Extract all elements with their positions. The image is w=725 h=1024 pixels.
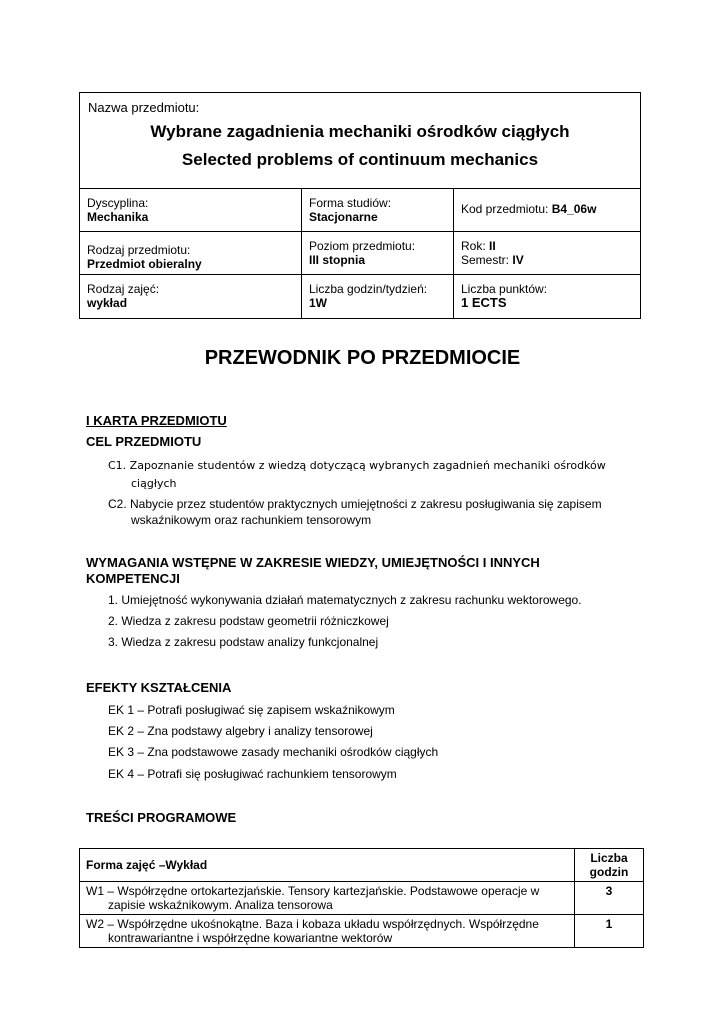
outcome-ek1: EK 1 – Potrafi posługiwać się zapisem wskaźnikowym [108,703,395,717]
program-row-w2-hours: 1 [575,915,644,948]
table-row [80,915,644,948]
hours-value: 1W [309,296,327,310]
program-col-form-header: Forma zajęć –Wykład [80,849,575,882]
discipline-label: Dyscyplina: [87,196,149,210]
goal-c2-line1: C2. Nabycie przez studentów praktycznych umiejętności z zakresu posługiwania się zapisem [108,497,602,511]
program-table [79,848,644,948]
class-type-label: Rodzaj zajęć: [87,282,160,296]
goal-c1 [108,457,606,493]
card-heading: I KARTA PRZEDMIOTU [86,413,227,428]
points-cell [454,275,640,318]
subject-type-value: Przedmiot obieralny [87,257,202,271]
course-name-cell [80,93,640,189]
header-row-3 [80,275,640,318]
program-col-hours-header [575,849,644,882]
program-row-w2-topic [80,915,575,948]
level-cell [302,232,454,274]
points-label: Liczba punktów: [461,282,548,296]
prereq-heading [86,555,540,587]
course-title-pl: Wybrane zagadnienia mechaniki ośrodków ciągłych [150,122,570,141]
goal-c2 [108,496,638,528]
course-name-label: Nazwa przedmiotu: [88,100,200,115]
prereq-item-3: 3. Wiedza z zakresu podstaw analizy funkcjonalnej [108,635,379,649]
subject-type-cell [80,232,302,274]
program-table-header-row [80,849,644,882]
code-cell [454,189,640,231]
course-header-table [79,92,641,319]
outcome-ek2: EK 2 – Zna podstawy algebry i analizy tensorowej [108,724,373,738]
program-col-hours-header-line2: godzin [589,865,629,879]
header-row-2 [80,232,640,275]
hours-label: Liczba godzin/tydzień: [309,282,428,296]
program-row-w2-line2: kontrawariantne i współrzędne kowariantne wektorów [108,931,393,945]
program-heading: TREŚCI PROGRAMOWE [86,810,237,825]
year-value: II [489,239,496,253]
goal-c1-line1: C1. Zapoznanie studentów z wiedzą dotyczącą wybranych zagadnień mechaniki ośrodków [108,459,606,472]
program-row-w1-line1: W1 – Współrzędne ortokartezjańskie. Tensory kartezjańskie. Podstawowe operacje w [86,884,540,898]
year-semester-cell [454,232,640,274]
study-form-label: Forma studiów: [309,196,392,210]
table-row [80,882,644,915]
goal-c1-line2: ciągłych [131,477,177,490]
semester-label: Semestr: [461,253,510,267]
prereq-heading-line1: WYMAGANIA WSTĘPNE W ZAKRESIE WIEDZY, UMIEJĘTNOŚCI I INNYCH [86,555,540,570]
program-row-w1-hours: 3 [575,882,644,915]
main-title: PRZEWODNIK PO PRZEDMIOCIE [204,347,521,369]
subject-type-label: Rodzaj przedmiotu: [87,243,191,257]
code-label: Kod przedmiotu: [461,202,549,216]
outcome-ek4: EK 4 – Potrafi się posługiwać rachunkiem tensorowym [108,767,397,781]
discipline-cell [80,189,302,231]
semester-value: IV [512,253,524,267]
study-form-value: Stacjonarne [309,210,378,224]
class-type-value: wykład [87,296,128,310]
prereq-item-2: 2. Wiedza z zakresu podstaw geometrii różniczkowej [108,614,389,628]
program-col-hours-header-line1: Liczba [590,851,628,865]
level-value: III stopnia [309,253,366,267]
hours-cell [302,275,454,318]
course-title-en: Selected problems of continuum mechanics [181,150,539,169]
goal-c2-line2: wskaźnikowym oraz rachunkiem tensorowym [131,513,372,527]
program-row-w1-line2: zapisie wskaźnikowym. Analiza tensorowa [108,898,333,912]
study-form-cell [302,189,454,231]
header-row-1 [80,189,640,232]
prereq-heading-line2: KOMPETENCJI [86,571,180,586]
year-label: Rok: [461,239,486,253]
program-row-w2-line1: W2 – Współrzędne ukośnokątne. Baza i kobaza układu współrzędnych. Współrzędne [86,917,539,931]
discipline-value: Mechanika [87,210,149,224]
goal-heading: CEL PRZEDMIOTU [86,434,202,449]
points-value: 1 ECTS [461,295,507,310]
outcomes-heading: EFEKTY KSZTAŁCENIA [86,680,232,695]
program-row-w1-topic [80,882,575,915]
outcome-ek3: EK 3 – Zna podstawowe zasady mechaniki ośrodków ciągłych [108,745,439,759]
code-value: B4_06w [551,202,597,216]
level-label: Poziom przedmiotu: [309,239,416,253]
prereq-item-1: 1. Umiejętność wykonywania działań matematycznych z zakresu rachunku wektorowego. [108,593,582,607]
class-type-cell [80,275,302,318]
